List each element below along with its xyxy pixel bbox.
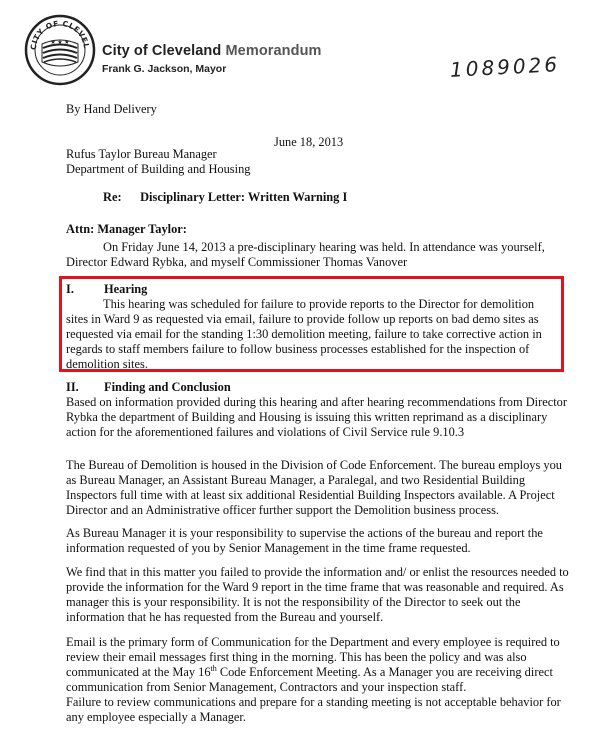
paragraph-bureau: The Bureau of Demolition is housed in the Division of Code Enforcement. The bureau employs you as Bureau Manager, an Assistant Bureau Manager, a Paralegal, and two Residential Building Inspectors full time with at least six additional Residential Building Inspectors available. A Project Director and an Administrative officer further support the Demolition business process. (66, 458, 562, 517)
subject-text: Disciplinary Letter: Written Warning I (140, 190, 348, 204)
section-title: Hearing (104, 282, 148, 296)
section-heading (66, 282, 554, 297)
section-body: Based on information provided during this hearing and after hearing recommendations from Director Rybka the department of Building and Housing is issuing this written reprimand as a disciplinary action for the aforementioned failures and violations of Civil Service rule 9.10.3 (66, 395, 567, 439)
email-policy-text-a: Email is the primary form of Communication for the Department and every employee is required to review their email messages first thing in the morning. This has been the policy and was also communicated at the May 16 (66, 635, 560, 679)
svg-text:★ ★ ★: ★ ★ ★ (50, 40, 70, 46)
section-number: II. (66, 380, 79, 394)
seal-text: CITY OF CLEVEL (28, 18, 92, 51)
recipient-name: Rufus Taylor Bureau Manager (66, 147, 217, 161)
letter-date: June 18, 2013 (274, 135, 344, 149)
paragraph-email-policy (66, 635, 571, 725)
subject-line (103, 190, 603, 205)
city-name: City of Cleveland (102, 43, 222, 59)
paragraph-failure: Failure to review communications and prepare for a standing meeting is not acceptable behavior for any employee especially a Manager. (66, 695, 561, 724)
section-number: I. (66, 282, 74, 296)
section-title: Finding and Conclusion (104, 380, 231, 394)
ordinal-suffix: th (210, 663, 217, 673)
section-hearing (66, 282, 554, 372)
handwritten-file-number: 1089026 (449, 52, 561, 82)
re-label: Re: (103, 190, 122, 204)
delivery-method: By Hand Delivery (66, 102, 157, 116)
intro-paragraph: On Friday June 14, 2013 a pre-disciplinary hearing was held. In attendance was yourself, Director Edward Rybka, and myself Commissioner Thomas Vanover (66, 240, 545, 269)
recipient-block (66, 147, 566, 177)
section-finding (66, 380, 571, 440)
paragraph-responsibility: As Bureau Manager it is your responsibility to supervise the actions of the bureau and report the information requested of you by Senior Management in the time frame requested. (66, 526, 543, 555)
email-policy-text-b: Code Enforcement Meeting. As a Manager you are receiving direct communication from Senior Management, Contractors and your inspection staff. (66, 665, 553, 694)
section-heading (66, 380, 571, 395)
city-seal-logo (24, 14, 96, 86)
memo-title (102, 44, 322, 59)
paragraph-finding: We find that in this matter you failed to provide the information and/ or enlist the resources needed to provide the information for the Ward 9 report in the time frame that was reasonable and required. As manager this is your responsibility. It is not the responsibility of the Director to seek out the information that he has requested from the Bureau and yourself. (66, 565, 569, 624)
attention-line: Attn: Manager Taylor: (66, 222, 187, 236)
recipient-department: Department of Building and Housing (66, 162, 251, 176)
mayor-name: Frank G. Jackson, Mayor (102, 63, 227, 75)
section-body: This hearing was scheduled for failure to provide reports to the Director for demolition sites in Ward 9 as requested via email, failure to provide follow up reports on bad demo sites as requested via email for the standing 1:30 demolition meeting, failure to take corrective action in regards to staff members failure to follow business processes established for the inspection of demolition sites. (66, 297, 542, 371)
memorandum-label: Memorandum (225, 43, 322, 59)
